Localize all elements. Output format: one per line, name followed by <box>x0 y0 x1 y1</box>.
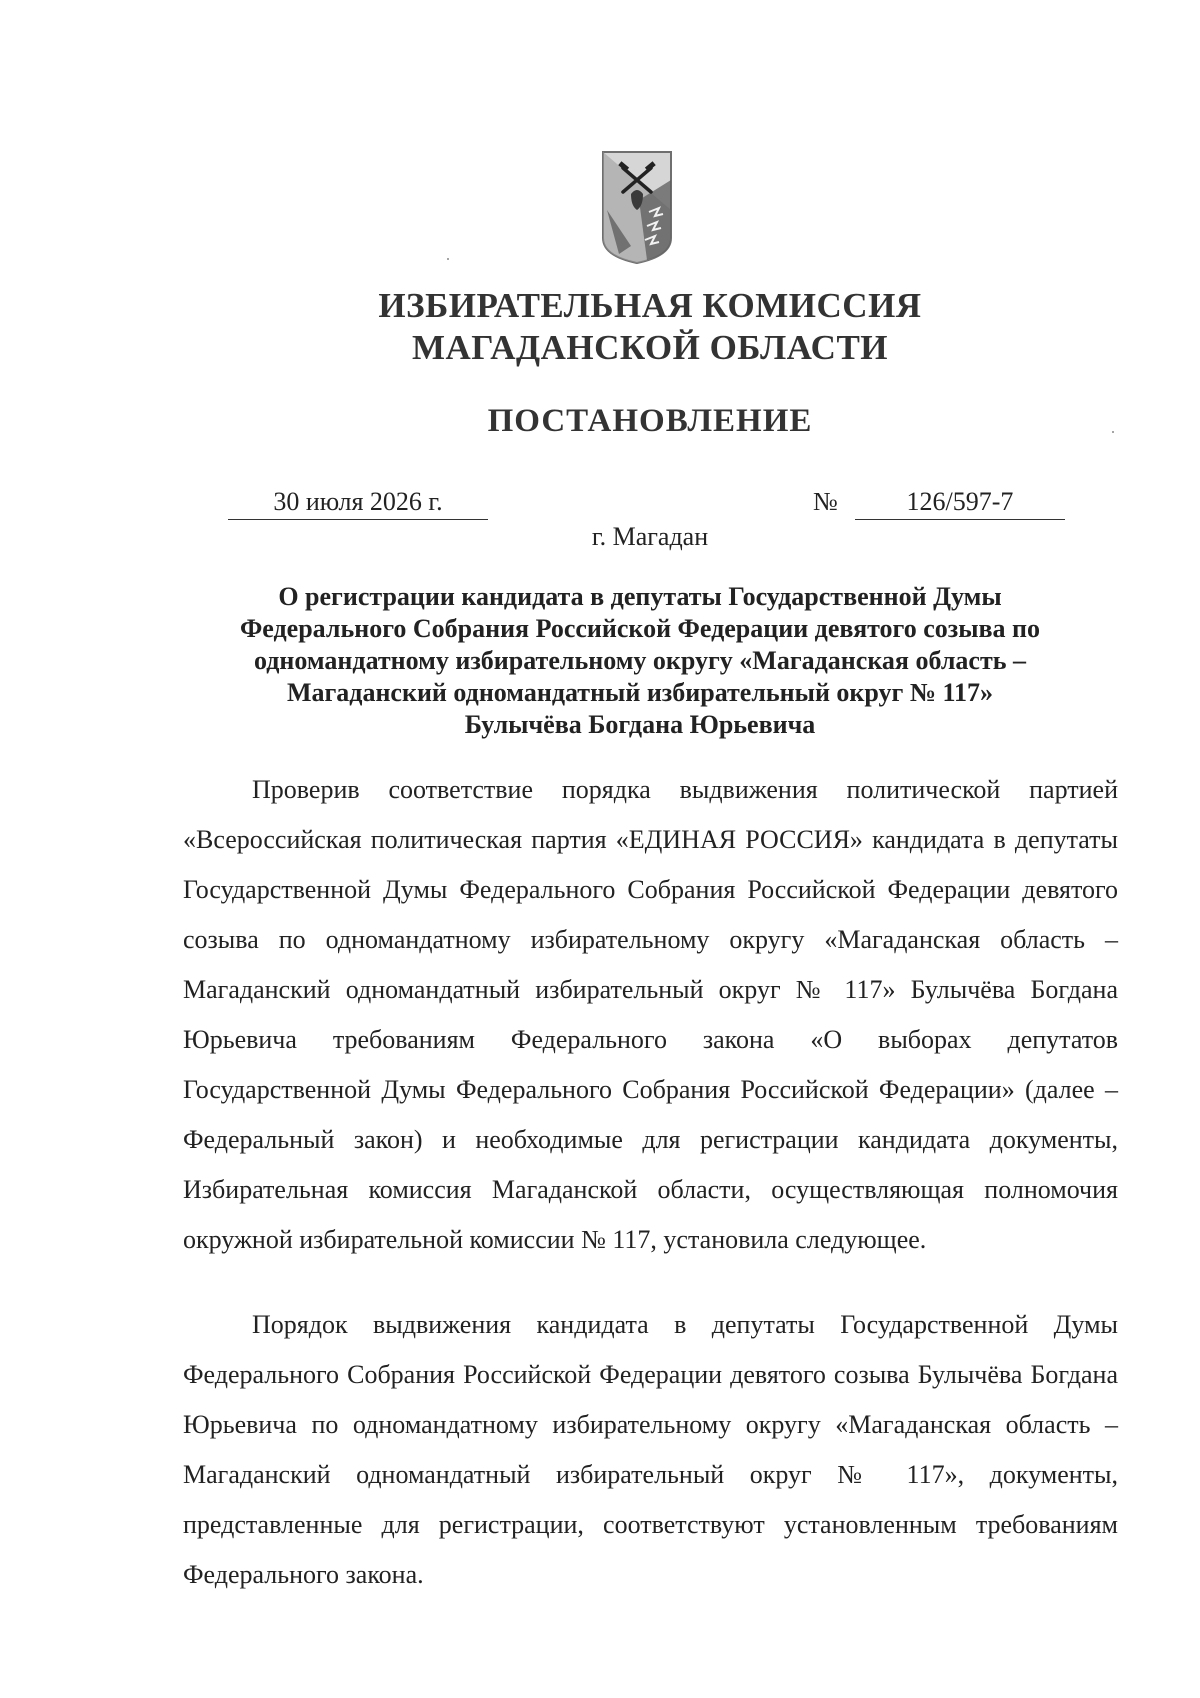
body-paragraph-1: Проверив соответствие порядка выдвижения политической партией «Всероссийская политическая партия «ЕДИНАЯ РОССИЯ» кандидата в депутаты Государственной Думы Федерального Собрания Российской Федерации девятого созыва по одномандатному избирательному округу «Магаданская область – Магаданский одномандатный избирательный округ № 117» Булычёва Богдана Юрьевича требованиям Федерального закона «О выборах депутатов Государственной Думы Федерального Собрания Российской Федерации» (далее – Федеральный закон) и необходимые для регистрации кандидата документы, Избирательная комиссия Магаданской области, осуществляющая полномочия окружной избирательной комиссии № 117, установила следующее. <box>183 775 1118 1254</box>
number-label: № <box>813 487 838 516</box>
document-number: 126/597-7 <box>855 487 1065 520</box>
subject-line: одномандатному избирательному округу «Магаданская область – <box>254 646 1026 675</box>
document-subject <box>170 581 1110 741</box>
subject-line: Магаданский одномандатный избирательный округ № 117» <box>286 678 994 707</box>
subject-line: Федерального Собрания Российской Федерации девятого созыва по <box>239 614 1041 643</box>
scan-speck <box>1112 431 1114 433</box>
document-city: г. Магадан <box>591 522 709 551</box>
organization-name-line2: МАГАДАНСКОЙ ОБЛАСТИ <box>411 328 889 367</box>
document-type-title: ПОСТАНОВЛЕНИЕ <box>487 403 813 439</box>
organization-name-line1: ИЗБИРАТЕЛЬНАЯ КОМИССИЯ <box>378 286 922 325</box>
document-date: 30 июля 2026 г. <box>228 487 488 520</box>
subject-line: О регистрации кандидата в депутаты Государственной Думы <box>278 582 1002 611</box>
scan-speck <box>447 258 449 260</box>
body-paragraph-2: Порядок выдвижения кандидата в депутаты Государственной Думы Федерального Собрания Российской Федерации девятого созыва Булычёва Богдана Юрьевича по одномандатному избирательному округу «Магаданская область – Магаданский одномандатный избирательный округ № 117», документы, представленные для регистрации, соответствуют установленным требованиям Федерального закона. <box>183 1310 1118 1589</box>
magadan-region-coat-of-arms-icon <box>601 150 673 265</box>
subject-line: Булычёва Богдана Юрьевича <box>464 710 816 739</box>
